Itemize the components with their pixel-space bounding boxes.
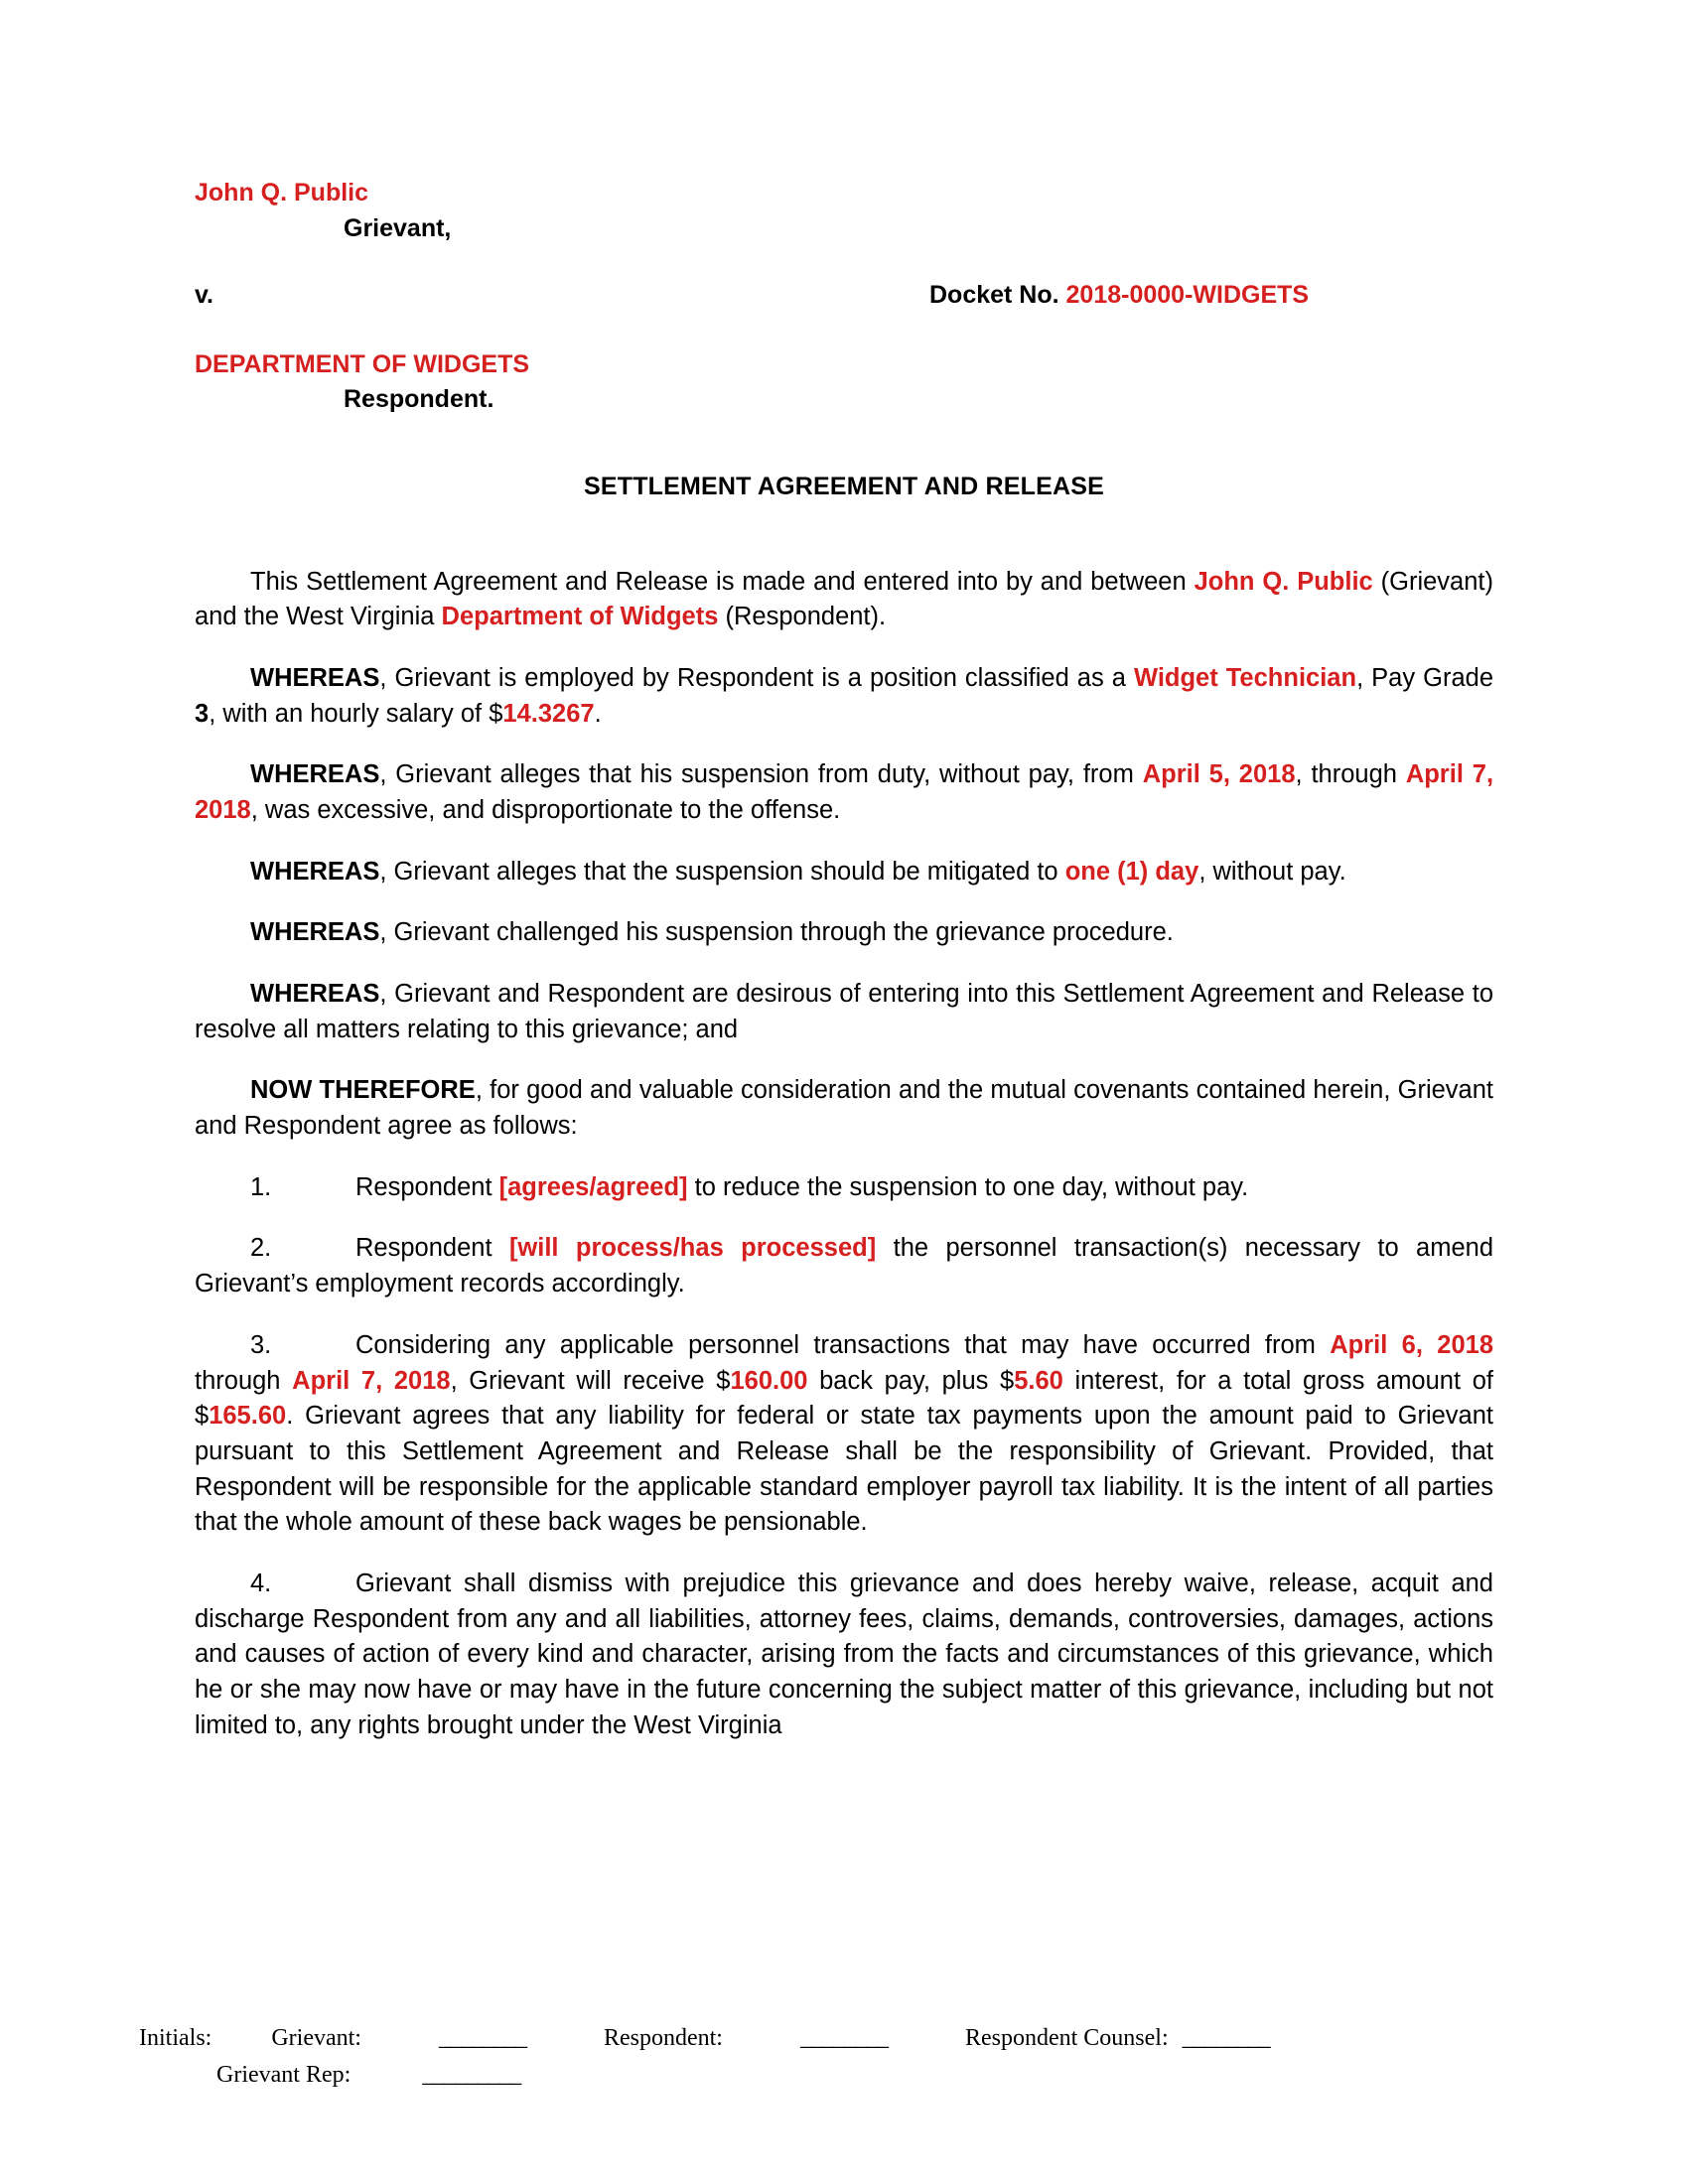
whereas-highlight-1: Widget Technician	[1133, 663, 1357, 692]
caption-grievant-label-line	[195, 214, 1493, 244]
item-text-2: through	[195, 1366, 293, 1395]
whereas-highlight-2: 3	[195, 699, 210, 728]
item-highlight-3: 160.00	[730, 1366, 808, 1395]
footer-respondent-counsel-blank[interactable]: ________	[1182, 2025, 1270, 2052]
item-text-3: , Grievant will receive $	[450, 1366, 731, 1395]
footer-grievant-blank[interactable]: ________	[438, 2025, 526, 2052]
whereas-text-1: , Grievant is employed by Respondent is a position classified as a	[379, 663, 1134, 692]
caption-respondent-label-line	[195, 385, 1493, 415]
whereas-clause	[195, 855, 1493, 890]
page-footer-initials	[139, 2022, 1549, 2091]
whereas-text-1: , Grievant alleges that his suspension from duty, without pay, from	[379, 760, 1143, 789]
whereas-text-1: , Grievant alleges that the suspension should be mitigated to	[379, 857, 1065, 886]
docket-label: Docket No.	[929, 281, 1066, 309]
caption-grievant-name-line	[195, 179, 1493, 208]
whereas-text-3: , was excessive, and disproportionate to the offense.	[250, 795, 841, 824]
whereas-lead: WHEREAS	[250, 663, 380, 692]
whereas-clause	[195, 661, 1493, 732]
intro-paragraph	[195, 565, 1493, 635]
item-highlight-1: [will process/has processed]	[508, 1234, 877, 1263]
docket-number: 2018-0000-WIDGETS	[1065, 281, 1310, 309]
item-highlight-4: 5.60	[1014, 1366, 1063, 1395]
whereas-highlight-2: April 7, 2018	[195, 760, 1494, 824]
item-text-1: Grievant shall dismiss with prejudice this grievance and does hereby waive, release, acquit and discharge Respondent from any and all liabilities, attorney fees, claims, demands, controversies, damages, actions and causes of action of every kind and character, arising from the facts and circumstances of this grievance, which he or she may now have or may have in the future concerning the subject matter of this grievance, including but not limited to, any rights brought under the West Virginia	[195, 1569, 1493, 1739]
whereas-clause	[195, 915, 1493, 951]
whereas-lead: WHEREAS	[250, 857, 380, 886]
intro-text-3: (Respondent).	[718, 603, 887, 631]
item-text-1: Respondent	[355, 1172, 499, 1201]
grievant-name: John Q. Public	[195, 179, 369, 206]
versus-docket-row	[195, 281, 1493, 311]
whereas-lead: WHEREAS	[250, 760, 380, 789]
footer-spacer	[225, 2022, 271, 2054]
item-highlight-5: 165.60	[209, 1402, 287, 1431]
item-number: 4.	[250, 1569, 272, 1597]
footer-respondent-label: Respondent:	[603, 2025, 723, 2052]
docket-line	[929, 281, 1309, 311]
respondent-name: DEPARTMENT OF WIDGETS	[195, 349, 530, 378]
item-number: 1.	[250, 1172, 272, 1201]
initials-label: Initials:	[139, 2025, 212, 2052]
item-number: 2.	[250, 1234, 272, 1263]
whereas-lead: WHEREAS	[250, 980, 380, 1008]
whereas-clause	[195, 977, 1493, 1047]
page-title: SETTLEMENT AGREEMENT AND RELEASE	[583, 472, 1104, 500]
item-highlight-1: April 6, 2018	[1330, 1330, 1493, 1359]
whereas-text-3: , with an hourly salary of $	[209, 699, 503, 728]
whereas-text-2: , without pay.	[1198, 857, 1346, 886]
whereas-highlight-1: April 5, 2018	[1142, 760, 1296, 789]
footer-spacer	[540, 2022, 604, 2054]
agreement-item	[195, 1170, 1493, 1206]
intro-text-1: This Settlement Agreement and Release is made and entered into by and between	[250, 567, 1195, 596]
versus-label: v.	[195, 281, 213, 309]
footer-spacer	[902, 2022, 965, 2054]
footer-row-secondary	[216, 2059, 1549, 2091]
item-text-2: the personnel transaction(s) necessary to amend Grievant’s employment records accordingly.	[195, 1234, 1494, 1298]
grievant-role-label: Grievant,	[344, 213, 452, 242]
footer-grievant-label: Grievant:	[271, 2025, 361, 2052]
item-text-4: back pay, plus $	[807, 1366, 1015, 1395]
case-caption	[195, 179, 1493, 415]
whereas-highlight-3: 14.3267	[502, 699, 595, 728]
footer-grievant-rep-blank[interactable]: _________	[422, 2061, 521, 2088]
item-highlight-1: [agrees/agreed]	[498, 1172, 688, 1201]
intro-respondent-name: Department of Widgets	[441, 603, 719, 631]
caption-respondent-name-line	[195, 350, 1493, 380]
whereas-text-2: , Pay Grade	[1356, 663, 1493, 692]
footer-spacer	[375, 2022, 439, 2054]
whereas-text-1: , Grievant and Respondent are desirous of entering into this Settlement Agreement and Release to resolve all matters relating to this grievance; and	[195, 980, 1493, 1043]
whereas-lead: WHEREAS	[250, 918, 380, 947]
agreement-item	[195, 1567, 1493, 1743]
whereas-text-1: , Grievant challenged his suspension through the grievance procedure.	[379, 918, 1174, 947]
agreement-item	[195, 1328, 1493, 1541]
footer-spacer	[737, 2022, 800, 2054]
now-therefore-lead: NOW THEREFORE	[250, 1076, 476, 1105]
whereas-text-2: , through	[1295, 760, 1406, 789]
respondent-role-label: Respondent.	[344, 385, 494, 413]
agreement-item	[195, 1231, 1493, 1301]
now-therefore-paragraph	[195, 1073, 1493, 1144]
whereas-highlight-1: one (1) day	[1064, 857, 1199, 886]
footer-respondent-counsel-label: Respondent Counsel:	[964, 2025, 1169, 2052]
footer-grievant-rep-label: Grievant Rep:	[216, 2061, 352, 2088]
footer-respondent-blank[interactable]: ________	[799, 2025, 888, 2052]
item-text-5: interest, for a total gross amount of $	[195, 1366, 1493, 1431]
item-text-2: to reduce the suspension to one day, without pay.	[687, 1172, 1249, 1201]
item-text-1: Considering any applicable personnel transactions that may have occurred from	[355, 1330, 1331, 1359]
item-text-6: . Grievant agrees that any liability for federal or state tax payments upon the amount paid to Grievant pursuant to this Settlement Agreement and Release shall be the responsibility of Grievant. Provided, that Respondent will be responsible for the applicable standard employer payroll tax liability. It is the intent of all parties that the whole amount of these back wages be pensionable.	[195, 1402, 1493, 1537]
item-number: 3.	[250, 1330, 272, 1359]
intro-grievant-name: John Q. Public	[1194, 567, 1373, 596]
now-therefore-text: , for good and valuable consideration and the mutual covenants contained herein, Grievant and Respondent agree as follows:	[195, 1076, 1493, 1141]
item-highlight-2: April 7, 2018	[292, 1366, 451, 1395]
whereas-clause	[195, 757, 1493, 828]
footer-row-primary	[139, 2022, 1549, 2054]
item-text-1: Respondent	[355, 1234, 509, 1263]
intro-text-2: (Grievant) and the West Virginia	[195, 567, 1493, 631]
whereas-text-4: .	[594, 699, 602, 728]
